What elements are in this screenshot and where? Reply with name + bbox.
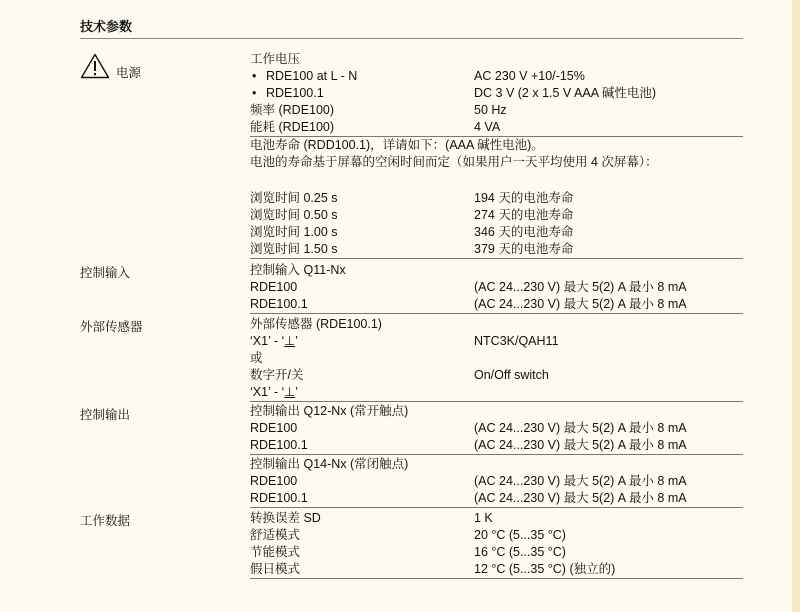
row-label: 浏览时间 1.50 s [250, 242, 338, 256]
row-value: (AC 24...230 V) 最大 5(2) A 最小 8 mA [474, 491, 687, 505]
section-label-control-output: 控制输出 [80, 408, 131, 422]
row-value: 1 K [474, 511, 493, 525]
row-value: 274 天的电池寿命 [474, 208, 574, 222]
ground-symbol-icon: ⊥ [284, 385, 296, 399]
battery-note-text: 电池的寿命基于屏幕的空闲时间而定（如果用户一天平均使用 4 次屏幕）： [250, 155, 658, 169]
row-label: RDE100 [250, 280, 298, 294]
table-row [250, 137, 743, 154]
table-row [250, 437, 743, 455]
row-label: • RDE100 at L - N [250, 68, 357, 85]
row-label: RDE100 [250, 474, 298, 488]
table-row [250, 207, 743, 224]
row-value: (AC 24...230 V) 最大 5(2) A 最小 8 mA [474, 297, 687, 311]
row-label: 假日模式 [250, 562, 301, 576]
row-label: 能耗 (RDE100) [250, 120, 335, 134]
table-row [250, 51, 743, 68]
table-row [250, 367, 743, 384]
row-value: (AC 24...230 V) 最大 5(2) A 最小 8 mA [474, 474, 687, 488]
table-row [250, 224, 743, 241]
or-text: 或 [250, 351, 263, 365]
table-row [250, 456, 743, 473]
table-row [250, 403, 743, 420]
table-row [250, 119, 743, 137]
table-row [250, 544, 743, 561]
ground-symbol-icon: ⊥ [284, 334, 296, 348]
battery-life-text: 电池寿命 (RDD100.1)，详请如下：(AAA 碱性电池)。 [250, 138, 544, 152]
row-value: (AC 24...230 V) 最大 5(2) A 最小 8 mA [474, 421, 687, 435]
section-label-control-input: 控制输入 [80, 266, 131, 280]
table-row [250, 241, 743, 259]
row-value: (AC 24...230 V) 最大 5(2) A 最小 8 mA [474, 280, 687, 294]
table-row [250, 384, 743, 402]
row-value: 50 Hz [474, 103, 507, 117]
row-label: 控制输出 Q14-Nx (常闭触点) [250, 457, 409, 471]
row-label: RDE100 [250, 421, 298, 435]
table-row [250, 154, 743, 171]
table-row [250, 473, 743, 490]
row-value: 12 °C (5...35 °C) (独立的) [474, 562, 616, 576]
row-value: On/Off switch [474, 368, 549, 382]
table-row [250, 350, 743, 367]
terminal-label: ‘X1’ - ‘⊥’ [250, 385, 298, 399]
table-row [250, 420, 743, 437]
row-label: 浏览时间 1.00 s [250, 225, 338, 239]
row-label: 数字开/关 [250, 368, 304, 382]
table-row [250, 333, 743, 350]
table-row [250, 490, 743, 508]
table-row [250, 102, 743, 119]
row-value: 4 VA [474, 120, 501, 134]
row-label: 节能模式 [250, 545, 301, 559]
row-label: 频率 (RDE100) [250, 103, 335, 117]
terminal-label: ‘X1’ - ‘⊥’ [250, 334, 298, 348]
row-value: NTC3K/QAH11 [474, 334, 559, 348]
table-row [250, 85, 743, 102]
table-row [250, 279, 743, 296]
row-label: 舒适模式 [250, 528, 301, 542]
row-label: 工作电压 [250, 52, 301, 66]
row-label: RDE100.1 [250, 438, 308, 452]
row-value: AC 230 V +10/-15% [474, 69, 585, 83]
row-value: 20 °C (5...35 °C) [474, 528, 566, 542]
table-row [250, 296, 743, 314]
table-row [250, 68, 743, 85]
row-label: 浏览时间 0.25 s [250, 191, 338, 205]
section-label-operating-data: 工作数据 [80, 514, 131, 528]
section-label-power: 电源 [116, 66, 142, 80]
row-value: (AC 24...230 V) 最大 5(2) A 最小 8 mA [474, 438, 687, 452]
row-value: 379 天的电池寿命 [474, 242, 574, 256]
table-row [250, 561, 743, 579]
row-value: 194 天的电池寿命 [474, 191, 574, 205]
section-label-external-sensor: 外部传感器 [80, 320, 143, 334]
row-label: 控制输出 Q12-Nx (常开触点) [250, 404, 409, 418]
table-row [250, 510, 743, 527]
row-label: 转换误差 SD [250, 511, 321, 525]
table-row [250, 262, 743, 279]
row-value: 346 天的电池寿命 [474, 225, 574, 239]
table-row [250, 527, 743, 544]
warning-triangle-icon [80, 53, 110, 79]
row-label: 外部传感器 (RDE100.1) [250, 317, 382, 331]
row-value: DC 3 V (2 x 1.5 V AAA 碱性电池) [474, 86, 657, 100]
table-row [250, 316, 743, 333]
title-divider [80, 38, 743, 39]
right-margin-bar [792, 0, 800, 612]
page-title: 技术参数 [80, 19, 133, 34]
row-value: 16 °C (5...35 °C) [474, 545, 566, 559]
row-label: RDE100.1 [250, 491, 308, 505]
row-label: RDE100.1 [250, 297, 308, 311]
row-label: 浏览时间 0.50 s [250, 208, 338, 222]
table-row [250, 190, 743, 207]
row-label: • RDE100.1 [250, 85, 324, 102]
row-label: 控制输入 Q11-Nx [250, 263, 346, 277]
